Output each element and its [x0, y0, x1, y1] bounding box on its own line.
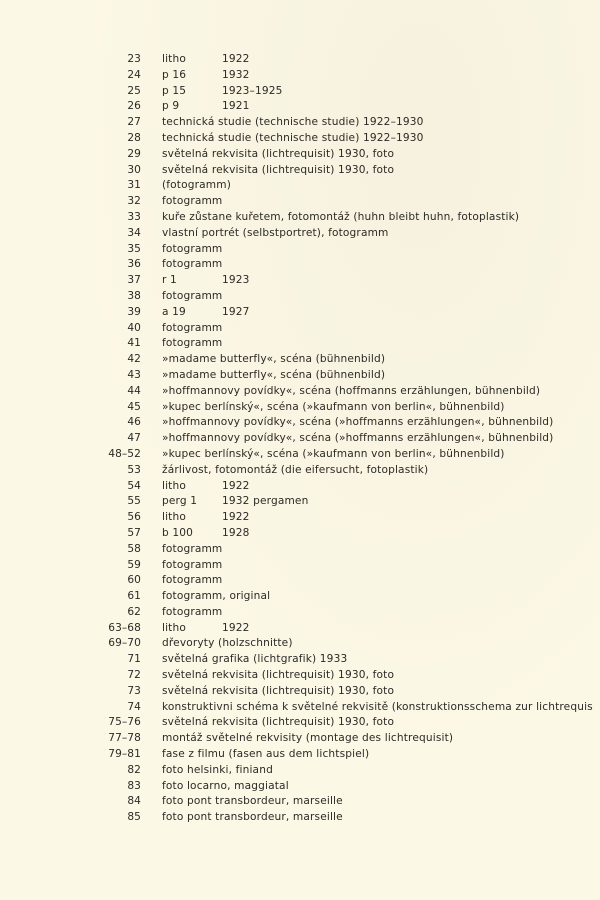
plate-number: 44 — [127, 384, 141, 397]
plate-number: 45 — [127, 400, 141, 413]
plate-number: 85 — [127, 811, 141, 824]
list-item — [0, 715, 600, 731]
plate-number: 26 — [127, 100, 141, 113]
plate-description: litho — [162, 53, 186, 65]
plate-description: světelná rekvisita (lichtrequisit) 1930, foto — [162, 716, 395, 729]
plate-number: 73 — [127, 684, 141, 697]
plate-description: a 19 — [162, 305, 186, 318]
plate-description: p 9 — [162, 100, 180, 113]
plate-description: »hoffmannovy povídky«, scéna (hoffmanns erzählungen, bühnenbild) — [162, 384, 541, 397]
plate-description: světelná rekvisita (lichtrequisit) 1930, foto — [162, 147, 395, 160]
plate-description: technická studie (technische studie) 1922–1930 — [162, 116, 424, 129]
plate-description: fotogramm — [162, 258, 223, 271]
plate-number: 74 — [127, 700, 141, 713]
plate-number: 34 — [127, 226, 141, 239]
plate-number: 63–68 — [108, 621, 141, 634]
plate-description: technická studie (technische studie) 1922–1930 — [162, 131, 424, 144]
list-item — [0, 652, 600, 668]
list-item — [0, 494, 600, 510]
list-item — [0, 621, 600, 637]
plate-number: 54 — [127, 479, 141, 492]
plate-description: fotogramm — [162, 321, 223, 334]
plate-description: kuře zůstane kuřetem, fotomontáž (huhn bleibt huhn, fotoplastik) — [162, 210, 520, 223]
plate-number: 35 — [127, 242, 141, 255]
list-item — [0, 794, 600, 810]
plate-description: »kupec berlínský«, scéna (»kaufmann von berlin«, bühnenbild) — [162, 447, 505, 460]
plate-description: dřevoryty (holzschnitte) — [162, 637, 293, 650]
list-item — [0, 526, 600, 542]
list-item — [0, 479, 600, 495]
plate-number: 53 — [127, 463, 141, 476]
plate-year: 1922 — [222, 479, 250, 492]
plate-year: 1922 — [222, 621, 250, 634]
plate-number: 72 — [127, 669, 141, 682]
plate-year: 1928 — [222, 526, 250, 539]
plate-year: 1923 — [222, 274, 250, 287]
plate-number: 33 — [127, 210, 141, 223]
plate-year: 1932 — [222, 68, 250, 81]
plate-description: foto pont transbordeur, marseille — [162, 811, 343, 824]
plate-number: 69–70 — [108, 637, 141, 650]
list-item — [0, 415, 600, 431]
list-item — [0, 131, 600, 147]
list-item — [0, 573, 600, 589]
list-item — [0, 668, 600, 684]
list-item — [0, 226, 600, 242]
plate-number: 46 — [127, 416, 141, 429]
list-item — [0, 289, 600, 305]
list-item — [0, 589, 600, 605]
plate-description: (fotogramm) — [162, 179, 231, 192]
plate-description: p 15 — [162, 84, 187, 97]
list-item — [0, 636, 600, 652]
plate-description: fotogramm — [162, 558, 223, 571]
plate-number: 59 — [127, 558, 141, 571]
list-item — [0, 700, 600, 716]
list-item — [0, 605, 600, 621]
plate-description: p 16 — [162, 68, 187, 81]
plate-description: »madame butterfly«, scéna (bühnenbild) — [162, 368, 386, 381]
list-item — [0, 210, 600, 226]
plate-description: fotogramm — [162, 574, 223, 587]
plate-description: fase z filmu (fasen aus dem lichtspiel) — [162, 748, 370, 761]
list-item — [0, 68, 600, 84]
plate-year: 1923–1925 — [222, 84, 283, 97]
plate-year: 1927 — [222, 305, 250, 318]
plate-number: 42 — [127, 353, 141, 366]
list-item — [0, 273, 600, 289]
list-item — [0, 368, 600, 384]
list-item — [0, 178, 600, 194]
list-item — [0, 384, 600, 400]
plate-description: světelná rekvisita (lichtrequisit) 1930, foto — [162, 163, 395, 176]
list-item — [0, 510, 600, 526]
plate-description: litho — [162, 621, 186, 634]
list-item — [0, 305, 600, 321]
plate-year: 1932 pergamen — [222, 495, 309, 508]
list-item — [0, 810, 600, 826]
plate-number: 40 — [127, 321, 141, 334]
plate-description: fotogramm — [162, 242, 223, 255]
plate-number: 27 — [127, 116, 141, 129]
plate-number: 84 — [127, 795, 141, 808]
plate-year: 1921 — [222, 100, 250, 113]
plate-number: 71 — [127, 653, 141, 666]
list-item — [0, 431, 600, 447]
plate-number: 32 — [127, 195, 141, 208]
plate-description: foto locarno, maggiatal — [162, 779, 289, 792]
plate-description: foto helsinki, finiand — [162, 763, 273, 776]
list-item — [0, 99, 600, 115]
plate-number: 43 — [127, 368, 141, 381]
plate-description: fotogramm — [162, 605, 223, 618]
plate-description: »madame butterfly«, scéna (bühnenbild) — [162, 353, 386, 366]
plate-description: litho — [162, 511, 186, 524]
plate-number: 57 — [127, 526, 141, 539]
plate-number: 29 — [127, 147, 141, 160]
plate-number: 60 — [127, 574, 141, 587]
plate-description: montáž světelné rekvisity (montage des lichtrequisit) — [162, 732, 454, 745]
plate-number: 55 — [127, 495, 141, 508]
plate-number: 31 — [127, 179, 141, 192]
list-item — [0, 779, 600, 795]
plate-number: 47 — [127, 432, 141, 445]
plate-description: fotogramm — [162, 195, 223, 208]
plate-number: 39 — [127, 305, 141, 318]
list-item — [0, 147, 600, 163]
list-item — [0, 747, 600, 763]
plate-description: foto pont transbordeur, marseille — [162, 795, 343, 808]
plate-description: světelná rekvisita (lichtrequisit) 1930, foto — [162, 684, 395, 697]
plate-number: 30 — [127, 163, 141, 176]
plate-number: 56 — [127, 511, 141, 524]
plate-description: perg 1 — [162, 495, 198, 508]
list-item — [0, 115, 600, 131]
plate-description: »hoffmannovy povídky«, scéna (»hoffmanns erzählungen«, bühnenbild) — [162, 432, 554, 445]
list-item — [0, 321, 600, 337]
list-item — [0, 352, 600, 368]
plate-number: 24 — [127, 68, 141, 81]
plate-description: litho — [162, 479, 186, 492]
plate-number: 28 — [127, 131, 141, 144]
plate-number: 79–81 — [108, 748, 141, 761]
list-item — [0, 336, 600, 352]
plate-description: »kupec berlínský«, scéna (»kaufmann von berlin«, bühnenbild) — [162, 400, 505, 413]
plate-number: 82 — [127, 763, 141, 776]
plate-description: b 100 — [162, 526, 194, 539]
plate-number: 25 — [127, 84, 141, 97]
plate-description: konstruktivni schéma k světelné rekvisitě (konstruktionsschema zur lichtrequis — [162, 700, 593, 713]
list-item — [0, 257, 600, 273]
list-item — [0, 447, 600, 463]
illustration-list — [0, 52, 600, 826]
plate-number: 36 — [127, 258, 141, 271]
list-item — [0, 400, 600, 416]
list-item — [0, 542, 600, 558]
plate-description: fotogramm — [162, 337, 223, 350]
plate-number: 61 — [127, 590, 141, 603]
plate-description: žárlivost, fotomontáž (die eifersucht, fotoplastik) — [162, 463, 429, 476]
plate-number: 41 — [127, 337, 141, 350]
plate-number: 77–78 — [108, 732, 141, 745]
plate-number: 62 — [127, 605, 141, 618]
plate-year: 1922 — [222, 511, 250, 524]
plate-description: fotogramm, original — [162, 590, 271, 603]
plate-description: r 1 — [162, 274, 177, 287]
plate-description: světelná grafika (lichtgrafik) 1933 — [162, 653, 348, 666]
list-item — [0, 194, 600, 210]
list-item — [0, 731, 600, 747]
list-item — [0, 84, 600, 100]
list-item — [0, 163, 600, 179]
plate-number: 37 — [127, 274, 141, 287]
list-item — [0, 463, 600, 479]
plate-year: 1922 — [222, 53, 250, 65]
plate-description: fotogramm — [162, 542, 223, 555]
plate-description: fotogramm — [162, 289, 223, 302]
plate-description: světelná rekvisita (lichtrequisit) 1930, foto — [162, 669, 395, 682]
plate-number: 58 — [127, 542, 141, 555]
list-item — [0, 684, 600, 700]
plate-number: 83 — [127, 779, 141, 792]
plate-number: 48–52 — [108, 447, 141, 460]
plate-description: »hoffmannovy povídky«, scéna (»hoffmanns erzählungen«, bühnenbild) — [162, 416, 554, 429]
plate-description: vlastní portrét (selbstportret), fotogramm — [162, 226, 389, 239]
plate-number: 38 — [127, 289, 141, 302]
list-item — [0, 763, 600, 779]
plate-number: 23 — [127, 53, 141, 65]
list-item — [0, 242, 600, 258]
list-item — [0, 558, 600, 574]
plate-number: 75–76 — [108, 716, 141, 729]
list-item — [0, 52, 600, 68]
